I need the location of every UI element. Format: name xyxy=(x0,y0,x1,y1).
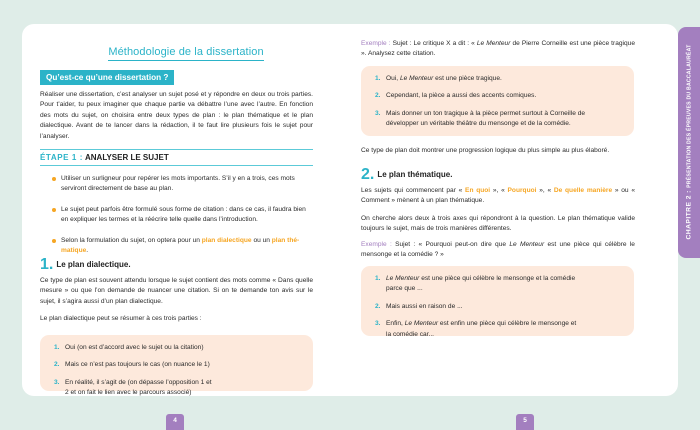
section-number: 2. xyxy=(361,166,375,183)
part-item: 1. Le Menteur est une pièce qui célèbre le mensonge et la comédie parce que ... xyxy=(375,275,576,293)
page-number-left: 4 xyxy=(166,414,184,430)
example-label: Exemple : xyxy=(361,40,391,47)
section-badge: Qu’est-ce qu’une dissertation ? xyxy=(40,70,174,85)
section-1-heading: 1. Le plan dialectique. xyxy=(40,256,131,273)
example-2-text: Exemple : Sujet : « Pourquoi peut-on dire que Le Menteur est une pièce qui célèbre le mensonge et la comédie ? » xyxy=(361,241,635,259)
part-item: 3. Enfin, Le Menteur est enfin une pièce qui célèbre le mensonge et la comédie car... xyxy=(375,320,577,338)
section-1-paragraph: Ce type de plan est souvent attendu lorsque le sujet contient des mots comme « Dans quelle mesure » ou que l’on demande de nuancer une citation. Si on te demande ton avis sur le sujet, il s’agira aussi d’un plan dialectique. xyxy=(40,277,313,305)
keyword-de-quelle-maniere: De quelle manière xyxy=(553,187,613,194)
parts-box xyxy=(40,335,313,397)
example-label: Exemple : xyxy=(361,241,392,248)
keyword-en-quoi: En quoi xyxy=(465,187,491,194)
bullet-item: Le sujet peut parfois être formulé sous forme de citation : dans ce cas, il faudra bien en expliquer les termes et la réécrire telle quelle dans l’introduction. xyxy=(52,205,314,226)
intro-paragraph: Réaliser une dissertation, c’est analyser un sujet posé et y répondre en deux ou trois parties. Pour t’aider, tu peux imaginer que chaque partie va débattre l’une avec l’autre. En fonction des mots du sujet, on choisira entre deux types de plan : le plan thématique et le plan dialectique. Avant de te lancer dans la rédaction, il te faut lire plusieurs fois le sujet pour l’analyser. xyxy=(40,91,313,140)
step-title: ANALYSER LE SUJET xyxy=(84,153,169,162)
part-item: 2. Mais aussi en raison de ... xyxy=(375,302,463,310)
section-2-paragraph-1: Les sujets qui commencent par « En quoi », « Pourquoi », « De quelle manière » ou « Comment » mènent à un plan thématique. xyxy=(361,187,636,205)
page-number-right: 5 xyxy=(516,414,534,430)
summary-intro: Le plan dialectique peut se résumer à ces trois parties : xyxy=(40,315,202,322)
step-heading xyxy=(40,149,313,166)
step-label: ÉTAPE 1 : xyxy=(40,153,84,162)
example-1-text: Exemple : Sujet : Le critique X a dit : « Le Menteur de Pierre Corneille est une pièce tragique ». Analysez cette citation. xyxy=(361,40,635,58)
part-item: 3. Mais donner un ton tragique à la pièce permet surtout à Corneille de développer un véritable théâtre du mensonge et de la comédie. xyxy=(375,109,586,128)
bullet-item: Utiliser un surligneur pour repérer les mots importants. S’il y en a trois, ces mots serviront directement de base au plan. xyxy=(52,174,314,195)
part-item: 1. Oui (on est d’accord avec le sujet ou la citation) xyxy=(54,344,204,351)
bullet-item: Selon la formulation du sujet, on optera pour un plan dialectique ou un plan thé-matique. xyxy=(52,236,314,257)
part-item: 2. Cependant, la pièce a aussi des accents comiques. xyxy=(375,92,537,100)
bullet-dot-icon xyxy=(52,239,56,243)
highlight-plan-dialectique: plan dialectique xyxy=(201,236,252,244)
progression-note: Ce type de plan doit montrer une progression logique du plus simple au plus élaboré. xyxy=(361,147,610,154)
section-2-paragraph-2: On cherche alors deux à trois axes qui répondront à la question. Le plan thématique valide toujours le sujet, mais de trois manières différentes. xyxy=(361,215,635,233)
section-2-heading: 2. Le plan thématique. xyxy=(361,166,453,183)
page-title: Méthodologie de la dissertation xyxy=(22,42,350,60)
example-1-box xyxy=(361,66,634,136)
bullet-list xyxy=(52,174,314,266)
part-item: 3. En réalité, il s’agit de (on dépasse l’opposition 1 et 2 et on fait le lien avec le parcours associé) xyxy=(54,378,212,397)
bullet-dot-icon xyxy=(52,208,56,212)
left-page xyxy=(22,24,350,396)
section-number: 1. xyxy=(40,256,54,273)
part-item: 1. Oui, Le Menteur est une pièce tragique. xyxy=(375,75,502,82)
chapter-tab[interactable] xyxy=(678,27,700,258)
highlight-plan-thematique: plan thé-matique xyxy=(61,236,300,255)
part-item: 2. Mais ce n’est pas toujours le cas (on nuance le 1) xyxy=(54,361,210,369)
right-page xyxy=(350,24,678,396)
example-2-box xyxy=(361,266,634,336)
keyword-pourquoi: Pourquoi xyxy=(507,187,537,194)
bullet-dot-icon xyxy=(52,177,56,181)
book-spread xyxy=(22,24,678,396)
chapter-tab-label: CHAPITRE 2 : PRÉSENTATION DES ÉPREUVES DU BACCALAURÉAT xyxy=(685,44,693,240)
